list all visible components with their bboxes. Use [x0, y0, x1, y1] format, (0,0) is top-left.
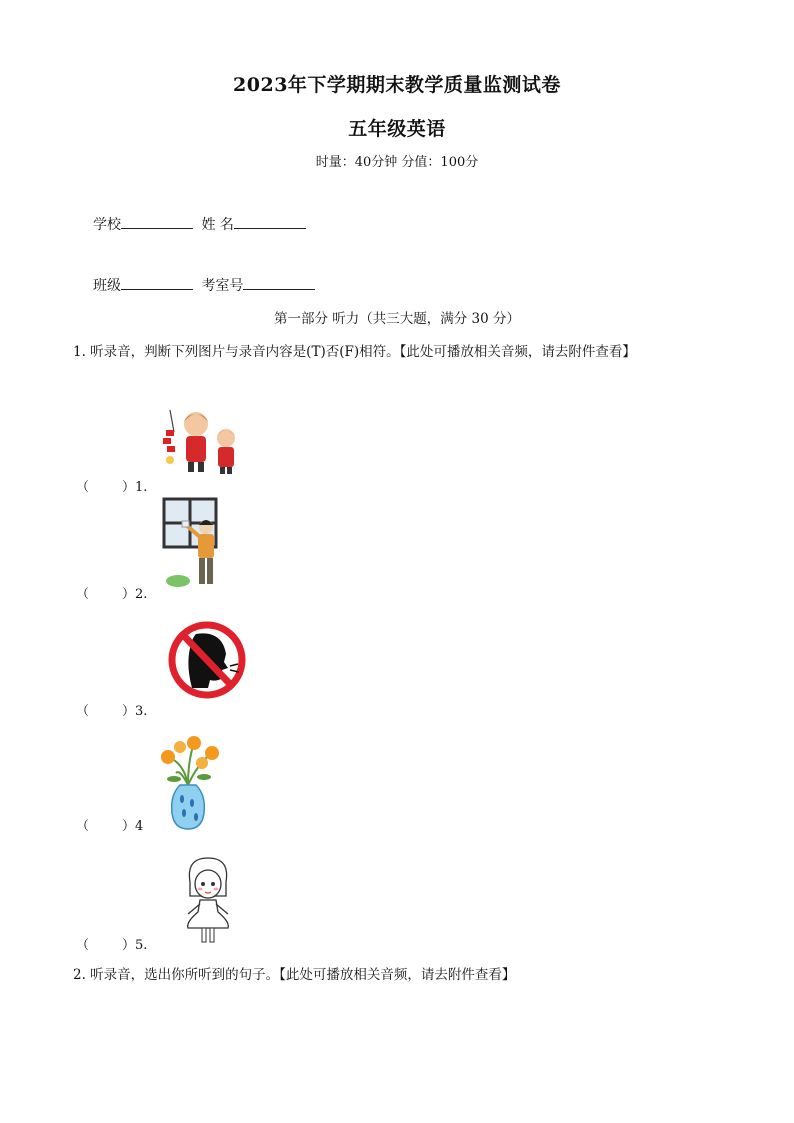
answer-item-3[interactable]: （ ）3.	[76, 704, 148, 719]
children-firecrackers-picture	[158, 404, 244, 476]
item-number: 1.	[135, 480, 148, 495]
name-label: 姓 名	[201, 217, 234, 233]
room-label: 考室号	[201, 278, 244, 294]
school-label: 学校	[93, 217, 121, 233]
exam-title: 2023年下学期期末教学质量监测试卷	[233, 74, 561, 96]
answer-item-5[interactable]: （ ）5.	[76, 938, 148, 953]
item-number: 2.	[135, 587, 148, 602]
answer-item-2[interactable]: （ ）2.	[76, 587, 148, 602]
question-1: 1. 听录音，判断下列图片与录音内容是(T)否(F)相符。【此处可播放相关音频，请去附件查看】	[73, 344, 636, 360]
question-2: 2. 听录音，选出你所听到的句子。【此处可播放相关音频，请去附件查看】	[73, 967, 516, 983]
girl-dress-picture	[178, 856, 238, 948]
no-shouting-sign-picture	[166, 620, 248, 700]
class-blank[interactable]	[121, 275, 193, 290]
item-number: 3.	[135, 704, 148, 719]
exam-subtitle: 五年级英语	[348, 118, 446, 140]
item-number: 5.	[135, 938, 148, 953]
exam-info: 时量：40分钟 分值：100分	[315, 155, 479, 170]
answer-item-4[interactable]: （ ）4	[76, 819, 144, 834]
flower-vase-picture	[154, 733, 222, 831]
answer-item-1[interactable]: （ ）1.	[76, 480, 148, 495]
item-number: 4	[135, 819, 144, 834]
class-field	[93, 275, 315, 295]
cleaning-window-picture	[156, 497, 256, 591]
school-field	[93, 214, 306, 234]
name-blank[interactable]	[234, 214, 306, 229]
class-label: 班级	[93, 278, 121, 294]
room-blank[interactable]	[243, 275, 315, 290]
section-title: 第一部分 听力（共三大题，满分 30 分）	[273, 311, 521, 327]
school-blank[interactable]	[121, 214, 193, 229]
